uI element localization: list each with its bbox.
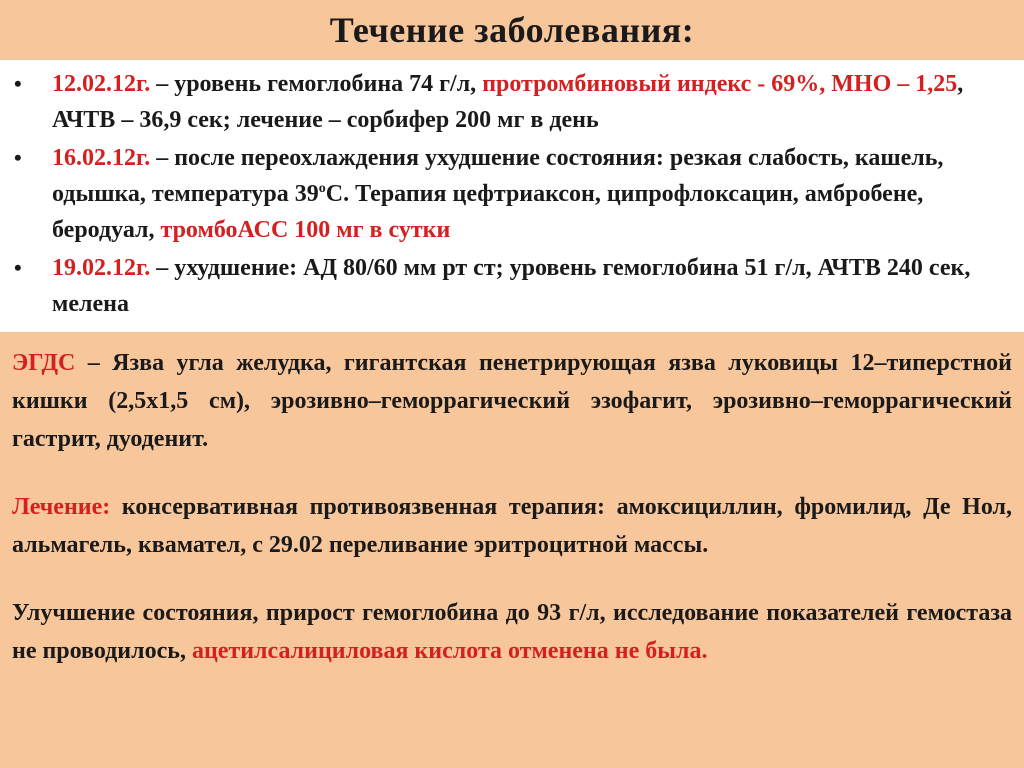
entry-text: С. Терапия цефтриаксон, ципрофлоксацин, амбробене, беродуал,: [52, 181, 924, 243]
treatment-text: консервативная противоязвенная терапия: амоксициллин, фромилид, Де Нол, альмагель, квамател, с 29.02 переливание эритроцитной массы.: [12, 494, 1012, 558]
spacer: [12, 564, 1012, 594]
bullet-dot-icon: •: [14, 255, 22, 280]
entry-date: 16.02.12г.: [52, 145, 151, 171]
findings-panel: [0, 332, 1024, 768]
entry-text: – ухудшение: АД 80/60 мм рт ст; уровень гемоглобина 51 г/л, АЧТВ 240 сек, мелена: [52, 255, 971, 317]
egds-text: – Язва угла желудка, гигантская пенетрирующая язва луковицы 12–типерстной кишки (2,5х1,5 см), эрозивно–геморрагический эзофагит, эрозивно–геморрагический гастрит, дуоденит.: [12, 350, 1012, 452]
list-item: [14, 250, 1010, 322]
list-item: [14, 66, 1010, 138]
bullet-dot-icon: •: [14, 71, 22, 96]
outcome-highlight: ацетилсалициловая кислота отменена не была.: [191, 638, 708, 664]
entry-highlight: тромбоАСС 100 мг в сутки: [160, 217, 451, 243]
entry-text: – после переохлаждения ухудшение состояния: резкая слабость, кашель, одышка, температура 39: [52, 145, 944, 207]
entry-highlight: протромбиновый индекс - 69%, МНО – 1,25: [482, 71, 958, 97]
slide-title: Течение заболевания:: [329, 10, 695, 50]
entry-date: 12.02.12г.: [52, 71, 151, 97]
disease-course-panel: [0, 60, 1024, 332]
outcome-text: Улучшение состояния, прирост гемоглобина до 93 г/л, исследование показателей гемостаза не проводилось,: [12, 600, 1012, 664]
course-list: [14, 66, 1010, 322]
egds-paragraph: [12, 344, 1012, 458]
bullet-dot-icon: •: [14, 145, 22, 170]
list-item: [14, 140, 1010, 248]
entry-text: , АЧТВ – 36,9 сек; лечение – сорбифер 200 мг в день: [52, 71, 964, 133]
treatment-label: Лечение:: [12, 494, 111, 520]
entry-date: 19.02.12г.: [52, 255, 151, 281]
entry-text: – уровень гемоглобина 74 г/л,: [150, 71, 483, 97]
degree-superscript: о: [318, 181, 326, 196]
spacer: [12, 458, 1012, 488]
title-bar: [0, 0, 1024, 60]
treatment-paragraph: [12, 488, 1012, 564]
egds-label: ЭГДС: [12, 350, 76, 376]
outcome-paragraph: [12, 594, 1012, 670]
